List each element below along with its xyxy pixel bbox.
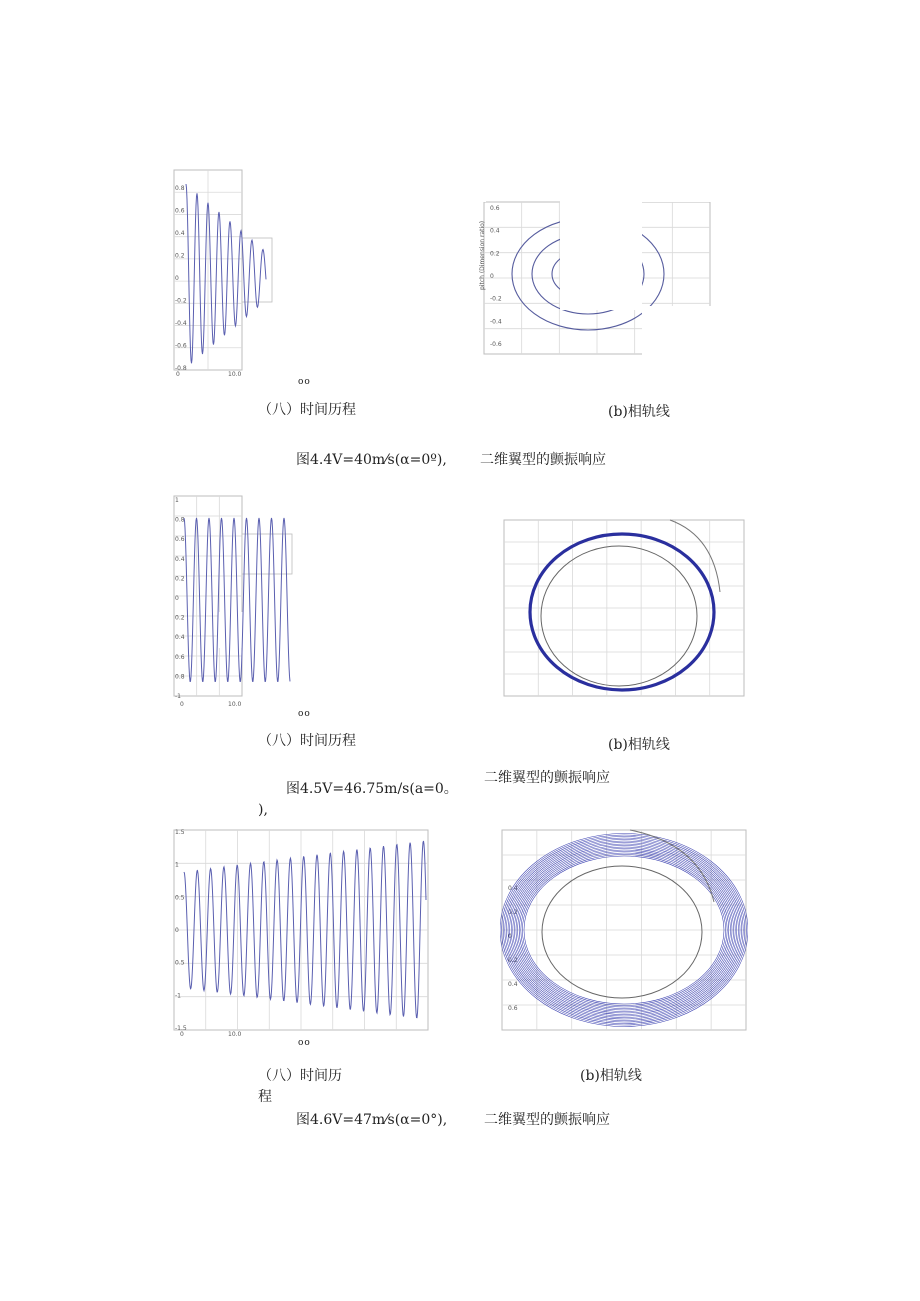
fig44-time-ytick: 0.8 <box>175 185 185 192</box>
fig45-time-mask <box>218 612 248 648</box>
fig45-figure-caption-line2: ), <box>258 802 268 818</box>
fig45-time-ytick: 0.6 <box>175 653 185 661</box>
fig46-phase-plot <box>500 828 748 1032</box>
fig45-time-ytick: 1 <box>175 497 179 504</box>
fig46-time-xtick: 0 <box>180 1031 184 1036</box>
fig46-time-ytick: 1 <box>175 861 179 869</box>
fig44-phase-plot <box>476 198 716 358</box>
fig46-figure-title: 二维翼型的颤振响应 <box>484 1112 610 1128</box>
fig44-left-marker: oo <box>298 377 311 387</box>
fig45-time-xtick: 0 <box>180 701 184 708</box>
fig45-time-ytick: 0.8 <box>175 673 185 681</box>
fig45-left-caption: （八）时间历程 <box>258 733 356 749</box>
fig45-figure-title: 二维翼型的颤振响应 <box>484 770 610 786</box>
fig45-time-ytick: 0.6 <box>175 536 185 544</box>
fig44-phase-mask-top <box>642 198 716 202</box>
fig46-time-ytick: -1.5 <box>175 1025 187 1032</box>
fig44-time-ytick: 0 <box>175 275 179 282</box>
fig46-phase-ytick: 0.2 <box>508 957 518 964</box>
fig44-phase-ytick: 0 <box>490 273 494 280</box>
fig45-time-ytick: 0 <box>175 595 179 602</box>
fig46-phase-ytick: 0.2 <box>508 909 518 916</box>
fig46-time-ytick: 1.5 <box>175 829 185 836</box>
fig46-time-history-plot <box>170 826 432 1036</box>
fig46-right-caption: (b)相轨线 <box>580 1068 642 1084</box>
fig44-phase-mask-center <box>560 198 642 310</box>
fig46-phase-ytick: 0 <box>508 933 512 940</box>
fig45-time-ytick: 0.8 <box>175 516 185 524</box>
fig45-time-history-plot <box>170 492 296 710</box>
fig45-figure-caption-line1: 图4.5V=46.75m/s(a=0。 <box>286 781 458 797</box>
fig44-phase-ytick: -0.4 <box>490 318 502 326</box>
fig44-time-ytick: 0.2 <box>175 252 185 260</box>
fig44-time-ytick: -0.8 <box>175 365 187 372</box>
fig44-figure-caption: 图4.4V=40m⁄s(α=0º), <box>296 452 447 468</box>
fig44-time-xtick: 0 <box>176 371 180 378</box>
fig45-time-ytick: 0.4 <box>175 634 185 642</box>
fig46-time-ytick: -1 <box>175 992 181 1000</box>
fig45-time-ytick: -1 <box>175 693 181 700</box>
fig46-phase-ytick: 0.6 <box>508 1005 518 1012</box>
fig46-time-xtick: 10.0 <box>228 1031 242 1036</box>
fig44-phase-ytick: 0.4 <box>490 227 500 235</box>
fig46-time-ytick: 0.5 <box>175 894 185 902</box>
fig44-time-xtick: 10.0 <box>228 371 242 378</box>
fig44-phase-ytick: -0.2 <box>490 295 502 303</box>
fig46-time-ytick: 0 <box>175 927 179 934</box>
fig44-phase-mask-right <box>642 306 716 358</box>
fig44-phase-ytick: 0.2 <box>490 250 500 258</box>
fig46-figure-caption: 图4.6V=47m⁄s(α=0°), <box>296 1112 448 1128</box>
fig44-time-tail-box <box>242 238 272 302</box>
fig45-phase-plot <box>502 518 746 698</box>
fig44-phase-mask-left <box>476 198 486 202</box>
fig46-left-caption-line1: （八）时间历 <box>258 1068 342 1084</box>
fig45-time-ytick: 0.2 <box>175 614 185 622</box>
fig44-time-ytick: -0.2 <box>175 297 187 305</box>
fig44-left-caption: （八）时间历程 <box>258 402 356 418</box>
fig44-time-ytick: 0.6 <box>175 207 185 215</box>
fig44-figure-title: 二维翼型的颤振响应 <box>480 452 606 468</box>
fig46-left-marker: oo <box>298 1038 311 1048</box>
fig44-time-ytick: -0.6 <box>175 342 187 350</box>
fig44-time-ytick: 0.4 <box>175 230 185 237</box>
fig44-right-caption: (b)相轨线 <box>608 404 670 420</box>
fig44-phase-ytick: -0.6 <box>490 341 502 348</box>
fig44-time-history-plot <box>170 168 280 378</box>
fig44-time-ytick: -0.4 <box>175 320 187 327</box>
fig45-right-caption: (b)相轨线 <box>608 737 670 753</box>
fig44-phase-ytick: 0.6 <box>490 205 500 212</box>
fig44-phase-ylabel: pitch (Dimension ratio) <box>479 220 486 290</box>
fig45-left-marker: oo <box>298 709 311 719</box>
fig45-time-ytick: 0.4 <box>175 555 185 563</box>
fig46-time-ytick: 0.5 <box>175 959 185 967</box>
fig45-time-ytick: 0.2 <box>175 575 185 583</box>
fig46-phase-ytick: 0.4 <box>508 885 518 892</box>
fig46-phase-ytick: 0.4 <box>508 981 518 988</box>
fig45-time-tail-box <box>242 534 292 574</box>
fig46-left-caption-line2: 程 <box>258 1089 272 1105</box>
fig45-time-xtick: 10.0 <box>228 701 242 708</box>
